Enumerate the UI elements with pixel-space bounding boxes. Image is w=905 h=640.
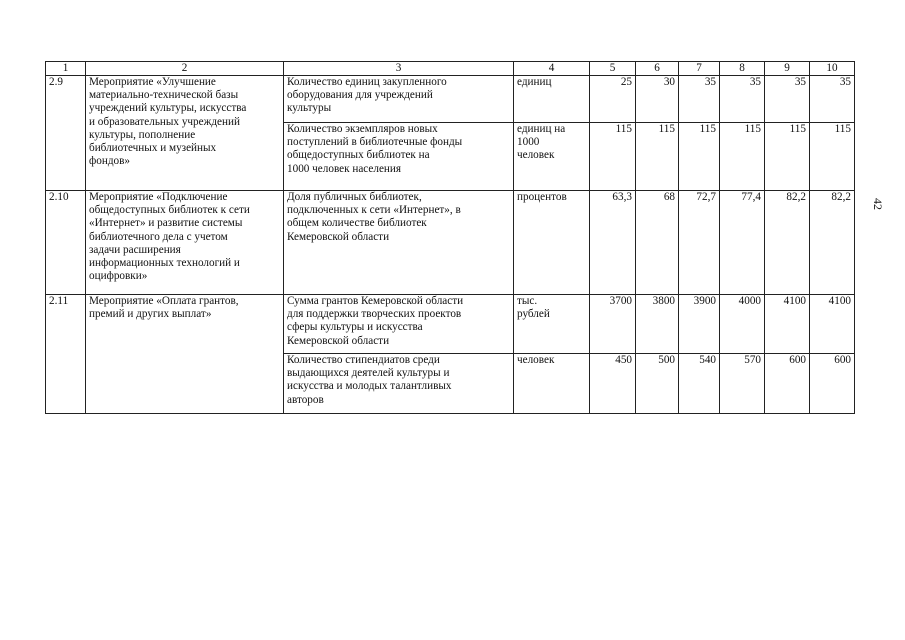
unit-cell: единиц <box>514 76 590 123</box>
unit-cell: человек <box>514 354 590 414</box>
unit-cell: единиц на 1000 человек <box>514 123 590 191</box>
event-cell: Мероприятие «Подключение общедоступных библиотек к сети «Интернет» и развитие системы библиотечного дела с учетом задачи расширения информационных технологий и оцифровки» <box>86 191 284 295</box>
header-cell-9: 9 <box>765 62 810 76</box>
value-cell: 63,3 <box>590 191 636 295</box>
header-cell-10: 10 <box>810 62 855 76</box>
indicator-cell: Количество экземпляров новых поступлений в библиотечные фонды общедоступных библиотек на 1000 человек населения <box>284 123 514 191</box>
indicators-table <box>45 61 855 414</box>
value-cell: 115 <box>810 123 855 191</box>
value-cell: 30 <box>636 76 679 123</box>
value-cell: 3900 <box>679 295 720 354</box>
header-cell-6: 6 <box>636 62 679 76</box>
value-cell: 35 <box>765 76 810 123</box>
value-cell: 25 <box>590 76 636 123</box>
value-cell: 540 <box>679 354 720 414</box>
value-cell: 68 <box>636 191 679 295</box>
value-cell: 115 <box>636 123 679 191</box>
page-number: 42 <box>871 198 885 210</box>
value-cell: 500 <box>636 354 679 414</box>
value-cell: 115 <box>590 123 636 191</box>
table-row <box>46 76 855 123</box>
value-cell: 35 <box>720 76 765 123</box>
header-cell-3: 3 <box>284 62 514 76</box>
header-cell-4: 4 <box>514 62 590 76</box>
value-cell: 82,2 <box>810 191 855 295</box>
header-cell-2: 2 <box>86 62 284 76</box>
value-cell: 450 <box>590 354 636 414</box>
header-cell-5: 5 <box>590 62 636 76</box>
value-cell: 3700 <box>590 295 636 354</box>
value-cell: 115 <box>765 123 810 191</box>
header-cell-7: 7 <box>679 62 720 76</box>
value-cell: 115 <box>679 123 720 191</box>
value-cell: 115 <box>720 123 765 191</box>
value-cell: 3800 <box>636 295 679 354</box>
event-cell: Мероприятие «Оплата грантов, премий и других выплат» <box>86 295 284 414</box>
value-cell: 4100 <box>810 295 855 354</box>
indicator-cell: Сумма грантов Кемеровской области для поддержки творческих проектов сферы культуры и искусства Кемеровской области <box>284 295 514 354</box>
indicator-cell: Количество стипендиатов среди выдающихся деятелей культуры и искусства и молодых талантливых авторов <box>284 354 514 414</box>
event-cell: Мероприятие «Улучшение материально-технической базы учреждений культуры, искусства и образовательных учреждений культуры, пополнение библиотечных и музейных фондов» <box>86 76 284 191</box>
value-cell: 35 <box>679 76 720 123</box>
table-row <box>46 191 855 295</box>
header-row <box>46 62 855 76</box>
value-cell: 77,4 <box>720 191 765 295</box>
value-cell: 4100 <box>765 295 810 354</box>
value-cell: 4000 <box>720 295 765 354</box>
value-cell: 72,7 <box>679 191 720 295</box>
indicator-cell: Количество единиц закупленного оборудования для учреждений культуры <box>284 76 514 123</box>
row-id-cell: 2.10 <box>46 191 86 295</box>
header-cell-1: 1 <box>46 62 86 76</box>
indicator-cell: Доля публичных библиотек, подключенных к сети «Интернет», в общем количестве библиотек Кемеровской области <box>284 191 514 295</box>
row-id-cell: 2.9 <box>46 76 86 191</box>
value-cell: 600 <box>810 354 855 414</box>
value-cell: 82,2 <box>765 191 810 295</box>
unit-cell: процентов <box>514 191 590 295</box>
row-id-cell: 2.11 <box>46 295 86 414</box>
value-cell: 570 <box>720 354 765 414</box>
value-cell: 600 <box>765 354 810 414</box>
header-cell-8: 8 <box>720 62 765 76</box>
unit-cell: тыс. рублей <box>514 295 590 354</box>
value-cell: 35 <box>810 76 855 123</box>
table-row <box>46 295 855 354</box>
